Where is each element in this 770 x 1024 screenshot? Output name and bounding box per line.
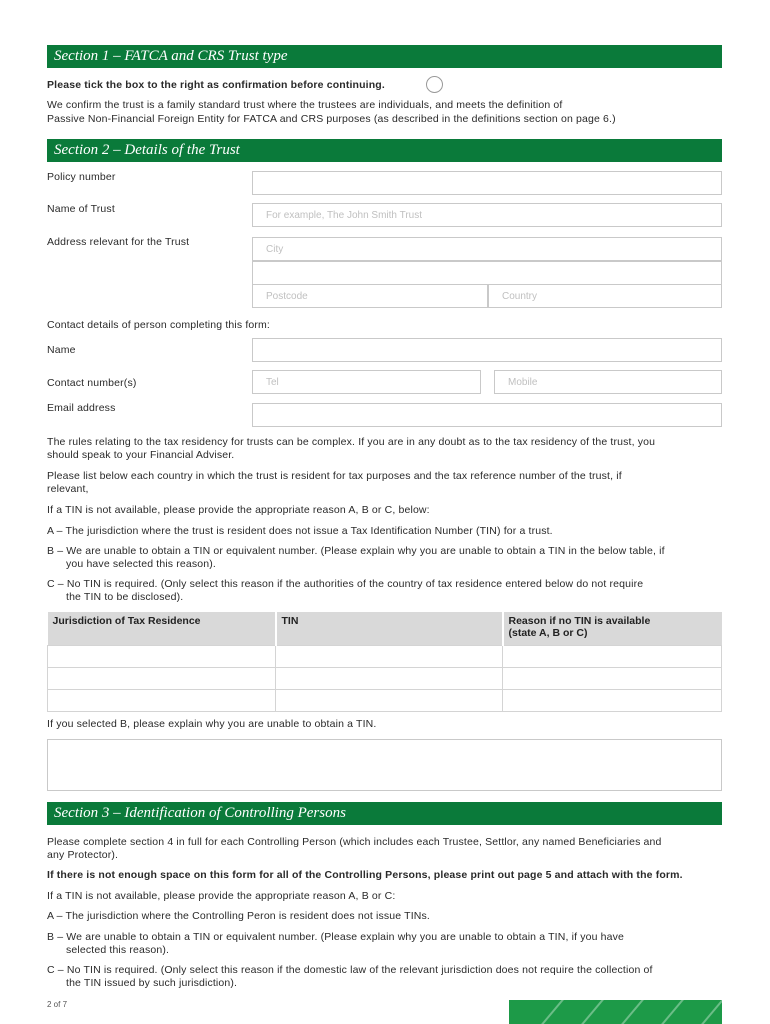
s3-tin-intro: If a TIN is not available, please provide the appropriate reason A, B or C: [47,890,396,902]
tel-input[interactable] [252,370,481,394]
address-label: Address relevant for the Trust [47,236,190,248]
name-input[interactable] [252,338,722,362]
jurisdiction-cell[interactable] [48,667,276,689]
email-input[interactable] [252,403,722,427]
tin-cell[interactable] [276,667,503,689]
reason-cell[interactable] [503,689,722,711]
header-reason [503,612,722,645]
reason-a: A – The jurisdiction where the trust is resident does not issue a Tax Identification Number (TIN) for a trust. [47,525,553,537]
address-city-input[interactable] [252,237,722,261]
contact-heading: Contact details of person completing this form: [47,319,270,331]
tin-cell[interactable] [276,689,503,711]
reason-c-line2: the TIN to be disclosed). [66,591,184,603]
email-label: Email address [47,402,116,414]
country-placeholder: Country [502,291,538,302]
explain-b-textarea[interactable] [47,739,722,791]
city-placeholder: City [266,244,284,255]
table-row [48,645,722,667]
tax-residence-table [47,612,722,712]
reason-b-line2: you have selected this reason). [66,558,216,570]
page-number: 2 of 7 [47,1000,68,1009]
header-tin: TIN [276,612,503,645]
reason-c-line1: C – No TIN is required. (Only select this reason if the authorities of the country of tax residence entered below do not require [47,578,644,590]
tel-placeholder: Tel [266,377,279,388]
table-header-row [48,612,722,645]
rules-line2: should speak to your Financial Adviser. [47,449,235,461]
s3-reason-c-line2: the TIN issued by such jurisdiction). [66,977,238,989]
confirm-text-line1: We confirm the trust is a family standard trust where the trustees are individuals, and meets the definition of [47,99,563,111]
list-line1: Please list below each country in which the trust is resident for tax purposes and the tax reference number of the trust, if [47,470,622,482]
reason-b-line1: B – We are unable to obtain a TIN or equivalent number. (Please explain why you are unable to obtain a TIN in the below table, if [47,545,665,557]
s3-intro-line1: Please complete section 4 in full for each Controlling Person (which includes each Trustee, Settlor, any named Beneficiaries and [47,836,662,848]
section-3-header: Section 3 – Identification of Controlling Persons [47,802,722,825]
tin-intro: If a TIN is not available, please provide the appropriate reason A, B or C, below: [47,504,430,516]
header-reason-line1: Reason if no TIN is available [508,615,651,627]
rules-line1: The rules relating to the tax residency for trusts can be complex. If you are in any doubt as to the tax residency of the trust, you [47,436,656,448]
name-of-trust-placeholder: For example, The John Smith Trust [266,210,422,221]
footer-brand-band [509,1000,722,1024]
list-line2: relevant, [47,483,89,495]
explain-b-label: If you selected B, please explain why you are unable to obtain a TIN. [47,718,377,730]
reason-cell[interactable] [503,645,722,667]
tin-cell[interactable] [276,645,503,667]
table-row [48,689,722,711]
jurisdiction-cell[interactable] [48,645,276,667]
policy-number-label: Policy number [47,171,116,183]
postcode-placeholder: Postcode [266,291,308,302]
mobile-input[interactable] [494,370,722,394]
address-country-input[interactable] [488,284,722,308]
s3-intro-line2: any Protector). [47,849,119,861]
reason-cell[interactable] [503,667,722,689]
name-of-trust-label: Name of Trust [47,203,115,215]
table-row [48,667,722,689]
section-2-header: Section 2 – Details of the Trust [47,139,722,162]
mobile-placeholder: Mobile [508,377,538,388]
name-label: Name [47,344,76,356]
section-1-header: Section 1 – FATCA and CRS Trust type [47,45,722,68]
contact-numbers-label: Contact number(s) [47,377,137,389]
s3-reason-a: A – The jurisdiction where the Controlling Peron is resident does not issue TINs. [47,910,430,922]
confirm-prompt: Please tick the box to the right as confirmation before continuing. [47,79,385,91]
address-postcode-input[interactable] [252,284,488,308]
name-of-trust-input[interactable] [252,203,722,227]
s3-reason-c-line1: C – No TIN is required. (Only select this reason if the domestic law of the relevant jurisdiction does not require the collection of [47,964,653,976]
address-line-input[interactable] [252,261,722,285]
header-jurisdiction: Jurisdiction of Tax Residence [48,612,276,645]
s3-reason-b-line1: B – We are unable to obtain a TIN or equivalent number. (Please explain why you are unable to obtain a TIN, if you have [47,931,625,943]
policy-number-input[interactable] [252,171,722,195]
confirm-text-line2: Passive Non-Financial Foreign Entity for FATCA and CRS purposes (as described in the definitions section on page 6.) [47,113,616,125]
header-reason-line2: (state A, B or C) [508,627,588,639]
confirm-checkbox[interactable] [426,76,443,93]
jurisdiction-cell[interactable] [48,689,276,711]
s3-space-note: If there is not enough space on this form for all of the Controlling Persons, please print out page 5 and attach with the form. [47,869,683,881]
s3-reason-b-line2: selected this reason). [66,944,170,956]
